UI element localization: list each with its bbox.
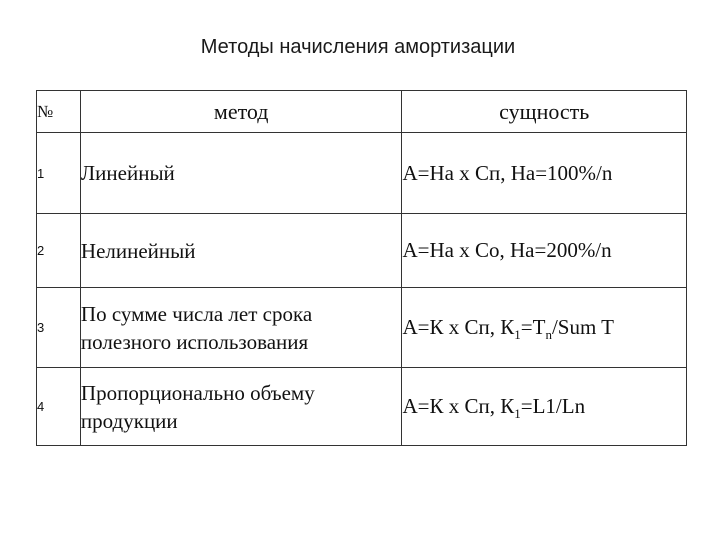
- essence-text: =L1/Ln: [520, 394, 586, 418]
- table-row: [37, 133, 687, 214]
- essence-text: А=К х Сп, К: [402, 315, 515, 339]
- table-row: [37, 368, 687, 446]
- essence-subscript: 1: [514, 406, 521, 421]
- row-method: Нелинейный: [80, 214, 402, 288]
- row-essence: [402, 368, 687, 446]
- essence-text: А=К х Сп, К: [402, 394, 515, 418]
- table-row: [37, 288, 687, 368]
- amortization-methods-table: [36, 90, 687, 446]
- row-essence: А=На х Со, На=200%/n: [402, 214, 687, 288]
- row-method: Линейный: [80, 133, 402, 214]
- row-essence: [402, 288, 687, 368]
- row-method: Пропорционально объему продукции: [80, 368, 402, 446]
- page-title-text: Методы начисления амортизации: [200, 36, 516, 58]
- essence-text: =Т: [520, 315, 546, 339]
- essence-text: /Sum T: [551, 315, 614, 339]
- header-method: метод: [80, 91, 402, 133]
- row-number: 2: [37, 214, 81, 288]
- row-number: 3: [37, 288, 81, 368]
- essence-subscript: n: [545, 327, 552, 342]
- header-number: №: [37, 91, 81, 133]
- table-header-row: [37, 91, 687, 133]
- row-number: 1: [37, 133, 81, 214]
- page-title: [0, 36, 720, 59]
- row-number: 4: [37, 368, 81, 446]
- table-row: [37, 214, 687, 288]
- header-essence: сущность: [402, 91, 687, 133]
- essence-subscript: 1: [514, 327, 521, 342]
- row-method: По сумме числа лет срока полезного использования: [80, 288, 402, 368]
- row-essence: А=На х Сп, На=100%/n: [402, 133, 687, 214]
